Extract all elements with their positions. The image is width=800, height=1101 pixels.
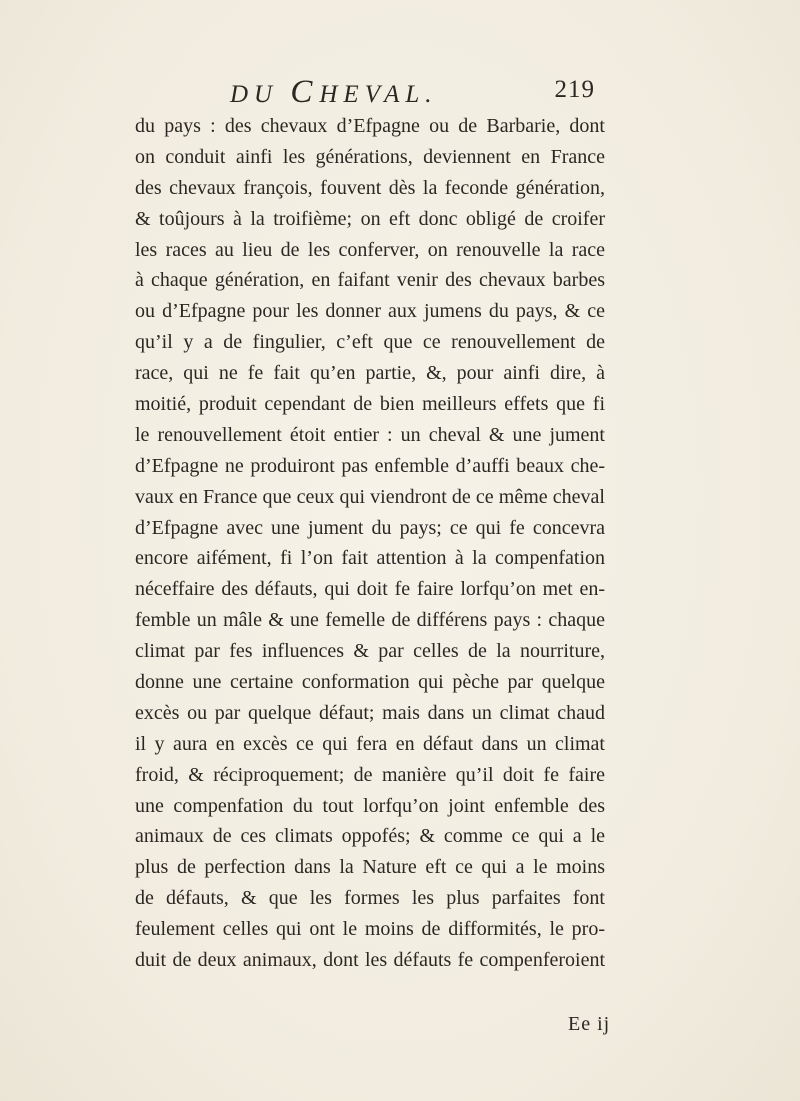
text-line: une compenfation du tout lorfqu’on joint enfemble des	[135, 794, 605, 817]
text-line: & toûjours à la troifième; on eft donc obligé de croifer	[135, 207, 605, 230]
text-line: femble un mâle & une femelle de différens pays : chaque	[135, 609, 605, 632]
text-line: du pays : des chevaux d’Efpagne ou de Barbarie, dont	[135, 115, 605, 137]
text-line: le renouvellement étoit entier : un cheval & une jument	[135, 423, 605, 446]
text-line: qu’il y a de fingulier, c’eft que ce renouvellement de	[135, 331, 605, 354]
text-line: néceffaire des défauts, qui doit fe faire lorfqu’on met en-	[135, 578, 605, 601]
text-line: feulement celles qui ont le moins de difformités, le pro-	[135, 918, 605, 941]
text-line: de défauts, & que les formes les plus parfaites font	[135, 887, 605, 910]
text-line: moitié, produit cependant de bien meilleurs effets que fi	[135, 393, 605, 416]
page-number: 219	[554, 76, 595, 103]
text-line: donne une certaine conformation qui pèche par quelque	[135, 671, 605, 694]
text-line: vaux en France que ceux qui viendront de ce même cheval	[135, 485, 605, 508]
text-line: froid, & réciproquement; de manière qu’il doit fe faire	[135, 763, 605, 786]
text-line: d’Efpagne avec une jument du pays; ce qui fe concevra	[135, 516, 605, 539]
text-line: des chevaux françois, fouvent dès la feconde génération,	[135, 176, 605, 199]
text-line: plus de perfection dans la Nature eft ce qui a le moins	[135, 856, 605, 879]
text-line: les races au lieu de les conferver, on renouvelle la race	[135, 238, 605, 261]
running-head-initial: C	[290, 74, 320, 110]
text-line: ou d’Efpagne pour les donner aux jumens du pays, & ce	[135, 300, 605, 323]
text-line: animaux de ces climats oppofés; & comme ce qui a le	[135, 825, 605, 848]
text-line: d’Efpagne ne produiront pas enfemble d’auffi beaux che-	[135, 454, 605, 477]
text-line: on conduit ainfi les générations, deviennent en France	[135, 145, 605, 168]
text-line: climat par fes influences & par celles de la nourriture,	[135, 640, 605, 663]
text-line: excès ou par quelque défaut; mais dans un climat chaud	[135, 701, 605, 724]
page-header	[135, 74, 605, 110]
text-line: à chaque génération, en faifant venir des chevaux barbes	[135, 269, 605, 292]
body-text	[135, 111, 605, 976]
running-head-part-2: HEVAL.	[319, 81, 438, 108]
text-line: duit de deux animaux, dont les défauts fe compenferoient	[135, 949, 605, 972]
running-head-part-1: DU	[230, 81, 291, 108]
signature-mark: Ee ij	[568, 1013, 611, 1035]
running-head	[230, 74, 438, 111]
text-line: encore aifément, fi l’on fait attention à la compenfation	[135, 547, 605, 570]
text-line: race, qui ne fe fait qu’en partie, &, pour ainfi dire, à	[135, 362, 605, 385]
text-line: il y aura en excès ce qui fera en défaut dans un climat	[135, 732, 605, 755]
